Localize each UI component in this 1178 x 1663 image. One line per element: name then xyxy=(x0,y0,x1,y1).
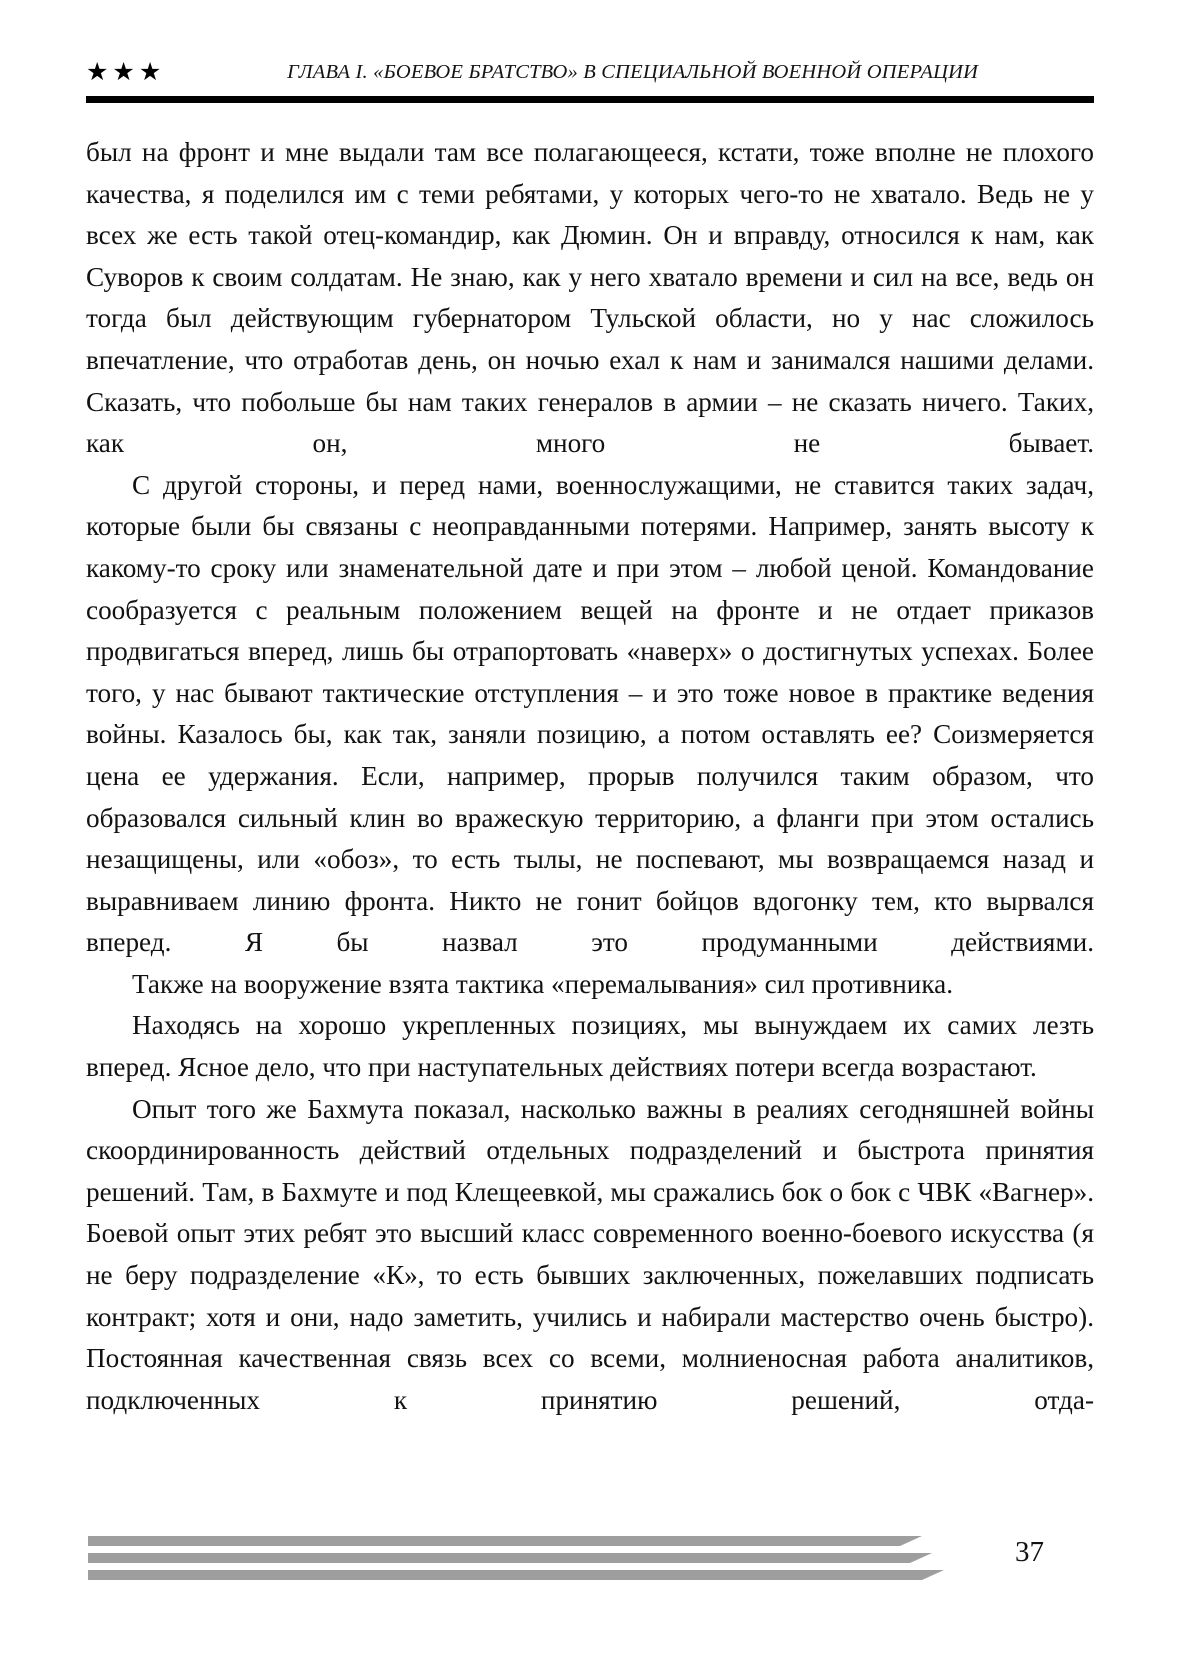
paragraph: Находясь на хорошо укрепленных позициях, мы вынуждаем их самих лезть вперед. Ясное дело, что при наступательных действиях потери всегда возрастают. xyxy=(86,1010,1094,1083)
ornament-bar xyxy=(88,1536,900,1546)
header-rule-divider xyxy=(86,96,1094,103)
ornament-bar xyxy=(88,1553,910,1563)
ornament-bar xyxy=(88,1570,922,1580)
paragraph: был на фронт и мне выдали там все полагающееся, кстати, тоже вполне не плохого качества, я поделился им с теми ребятами, у которых чего-то не хватало. Ведь не у всех же есть такой отец-командир, как Дюмин. Он и вправду, относился к нам, как Суворов к своим солдатам. Не знаю, как у него хватало времени и сил на все, ведь он тогда был действующим губернатором Тульской области, но у нас сложилось впечатление, что отработав день, он ночью ехал к нам и занимался нашими делами. Сказать, что побольше бы нам таких генералов в армии – не сказать ничего. Таких, как он, много не бывает. xyxy=(86,137,1094,459)
page-number: 37 xyxy=(1015,1536,1044,1568)
ornament-bar-tip xyxy=(922,1570,944,1580)
paragraph: С другой стороны, и перед нами, военнослужащими, не ставится таких задач, которые были бы связаны с неоправданными потерями. Например, занять высоту к какому-то сроку или знаменательной дате и при этом – любой ценой. Командование сообразуется с реальным положением вещей на фронте и не отдает приказов продвигаться вперед, лишь бы отрапортовать «наверх» о достигнутых успехах. Более того, у нас бывают тактические отступления – и это тоже новое в практике ведения войны. Казалось бы, как так, заняли позицию, а потом оставлять ее? Соизмеряется цена ее удержания. Если, например, прорыв получился таким образом, что образовался сильный клин во вражескую территорию, а фланги при этом остались незащищены, или «обоз», то есть тылы, не поспевают, мы возвращаемся назад и выравниваем линию фронта. Никто не гонит бойцов вдогонку тем, кто вырвался вперед. Я бы назвал это продуманными действиями. xyxy=(86,469,1094,958)
ornament-bar-tip xyxy=(900,1536,922,1546)
paragraph: Опыт того же Бахмута показал, насколько важны в реалиях сегодняшней войны скоординированность действий отдельных подразделений и быстрота принятия решений. Там, в Бахмуте и под Клещеевкой, мы сражались бок о бок с ЧВК «Вагнер». Боевой опыт этих ребят это высший класс современного военно-боевого искусства (я не беру подразделение «К», то есть бывших заключенных, пожелавших подписать контракт; хотя и они, надо заметить, учились и набирали мастерство очень быстро). Постоянная качественная связь всех со всеми, молниеносная работа аналитиков, подключенных к принятию решений, отда- xyxy=(86,1093,1094,1415)
body-text-column xyxy=(86,132,1094,1421)
chapter-running-title: ГЛАВА I. «БОЕВОЕ БРАТСТВО» В СПЕЦИАЛЬНОЙ ВОЕННОЙ ОПЕРАЦИИ xyxy=(287,60,979,83)
three-stars-icon: ★★★ xyxy=(86,58,166,86)
footer-ornament xyxy=(88,1536,968,1584)
ornament-bar-tip xyxy=(910,1553,932,1563)
paragraph: Также на вооружение взята тактика «перемалывания» сил противника. xyxy=(132,968,954,999)
running-head xyxy=(86,52,1094,92)
